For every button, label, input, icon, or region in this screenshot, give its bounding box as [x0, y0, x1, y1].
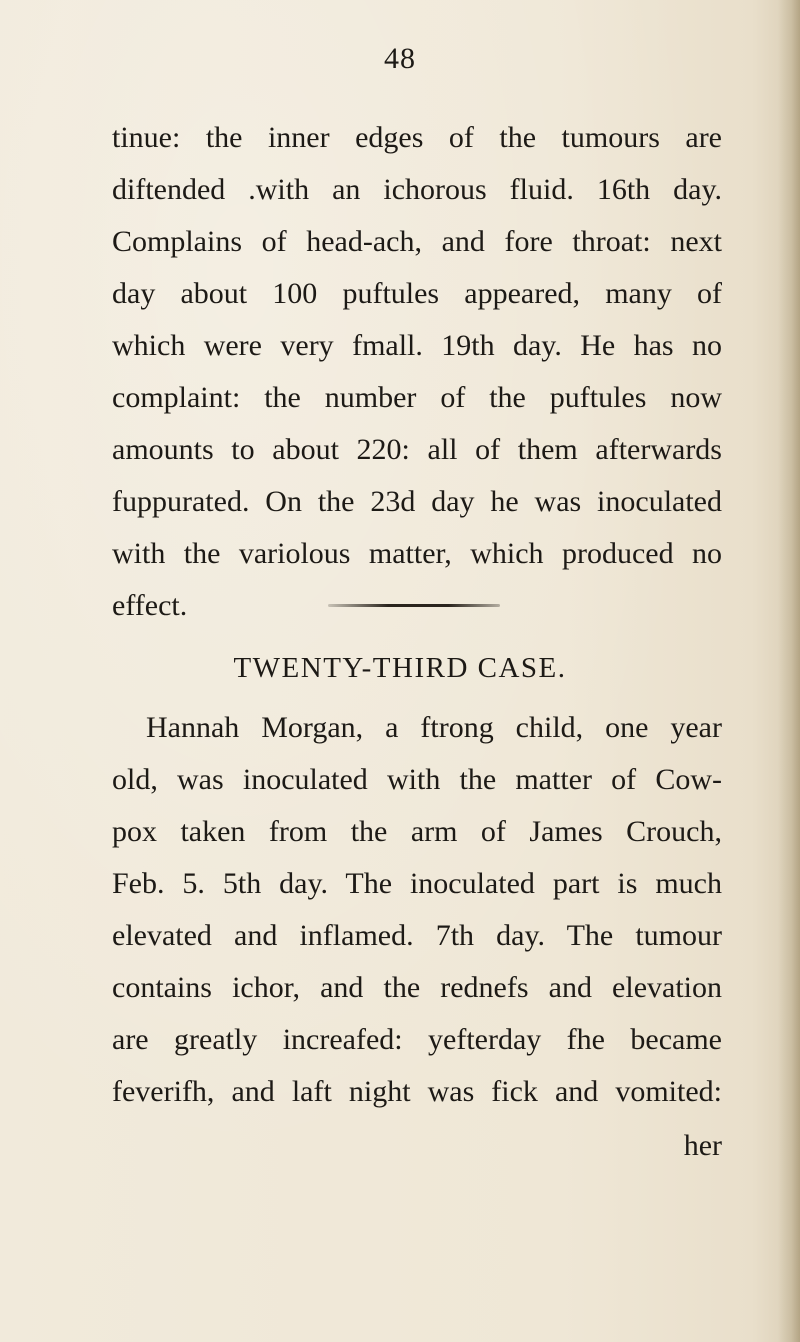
text-line: feverifh, and laft night was fick and vomited:: [112, 1075, 722, 1108]
text-line: are greatly increafed: yefterday fhe became: [112, 1023, 722, 1056]
text-line: tinue: the inner edges of the tumours are: [112, 121, 722, 154]
text-line: fuppurated. On the 23d day he was inoculated: [112, 485, 722, 518]
case-heading: TWENTY-THIRD CASE.: [233, 652, 567, 684]
text-line: Feb. 5. 5th day. The inoculated part is much: [112, 867, 722, 900]
text-line: pox taken from the arm of James Crouch,: [112, 815, 722, 848]
text-line: Complains of head-ach, and fore throat: next: [112, 225, 722, 258]
text-line: contains ichor, and the rednefs and elevation: [112, 971, 722, 1004]
text-line: diftended .with an ichorous fluid. 16th day.: [112, 173, 722, 206]
text-line: old, was inoculated with the matter of Cow-: [112, 763, 722, 796]
text-line: day about 100 puftules appeared, many of: [112, 277, 722, 310]
text-line: Hannah Morgan, a ftrong child, one year: [146, 711, 722, 744]
text-line: with the variolous matter, which produced no: [112, 537, 722, 570]
text-line: amounts to about 220: all of them afterwards: [112, 433, 722, 466]
section-divider: [328, 604, 500, 607]
page-number: 48: [384, 42, 416, 75]
text-line: complaint: the number of the puftules now: [112, 381, 722, 414]
text-line: elevated and inflamed. 7th day. The tumour: [112, 919, 722, 952]
text-line: which were very fmall. 19th day. He has no: [112, 329, 722, 362]
text-line: effect.: [112, 589, 188, 622]
catchword: her: [683, 1129, 722, 1162]
